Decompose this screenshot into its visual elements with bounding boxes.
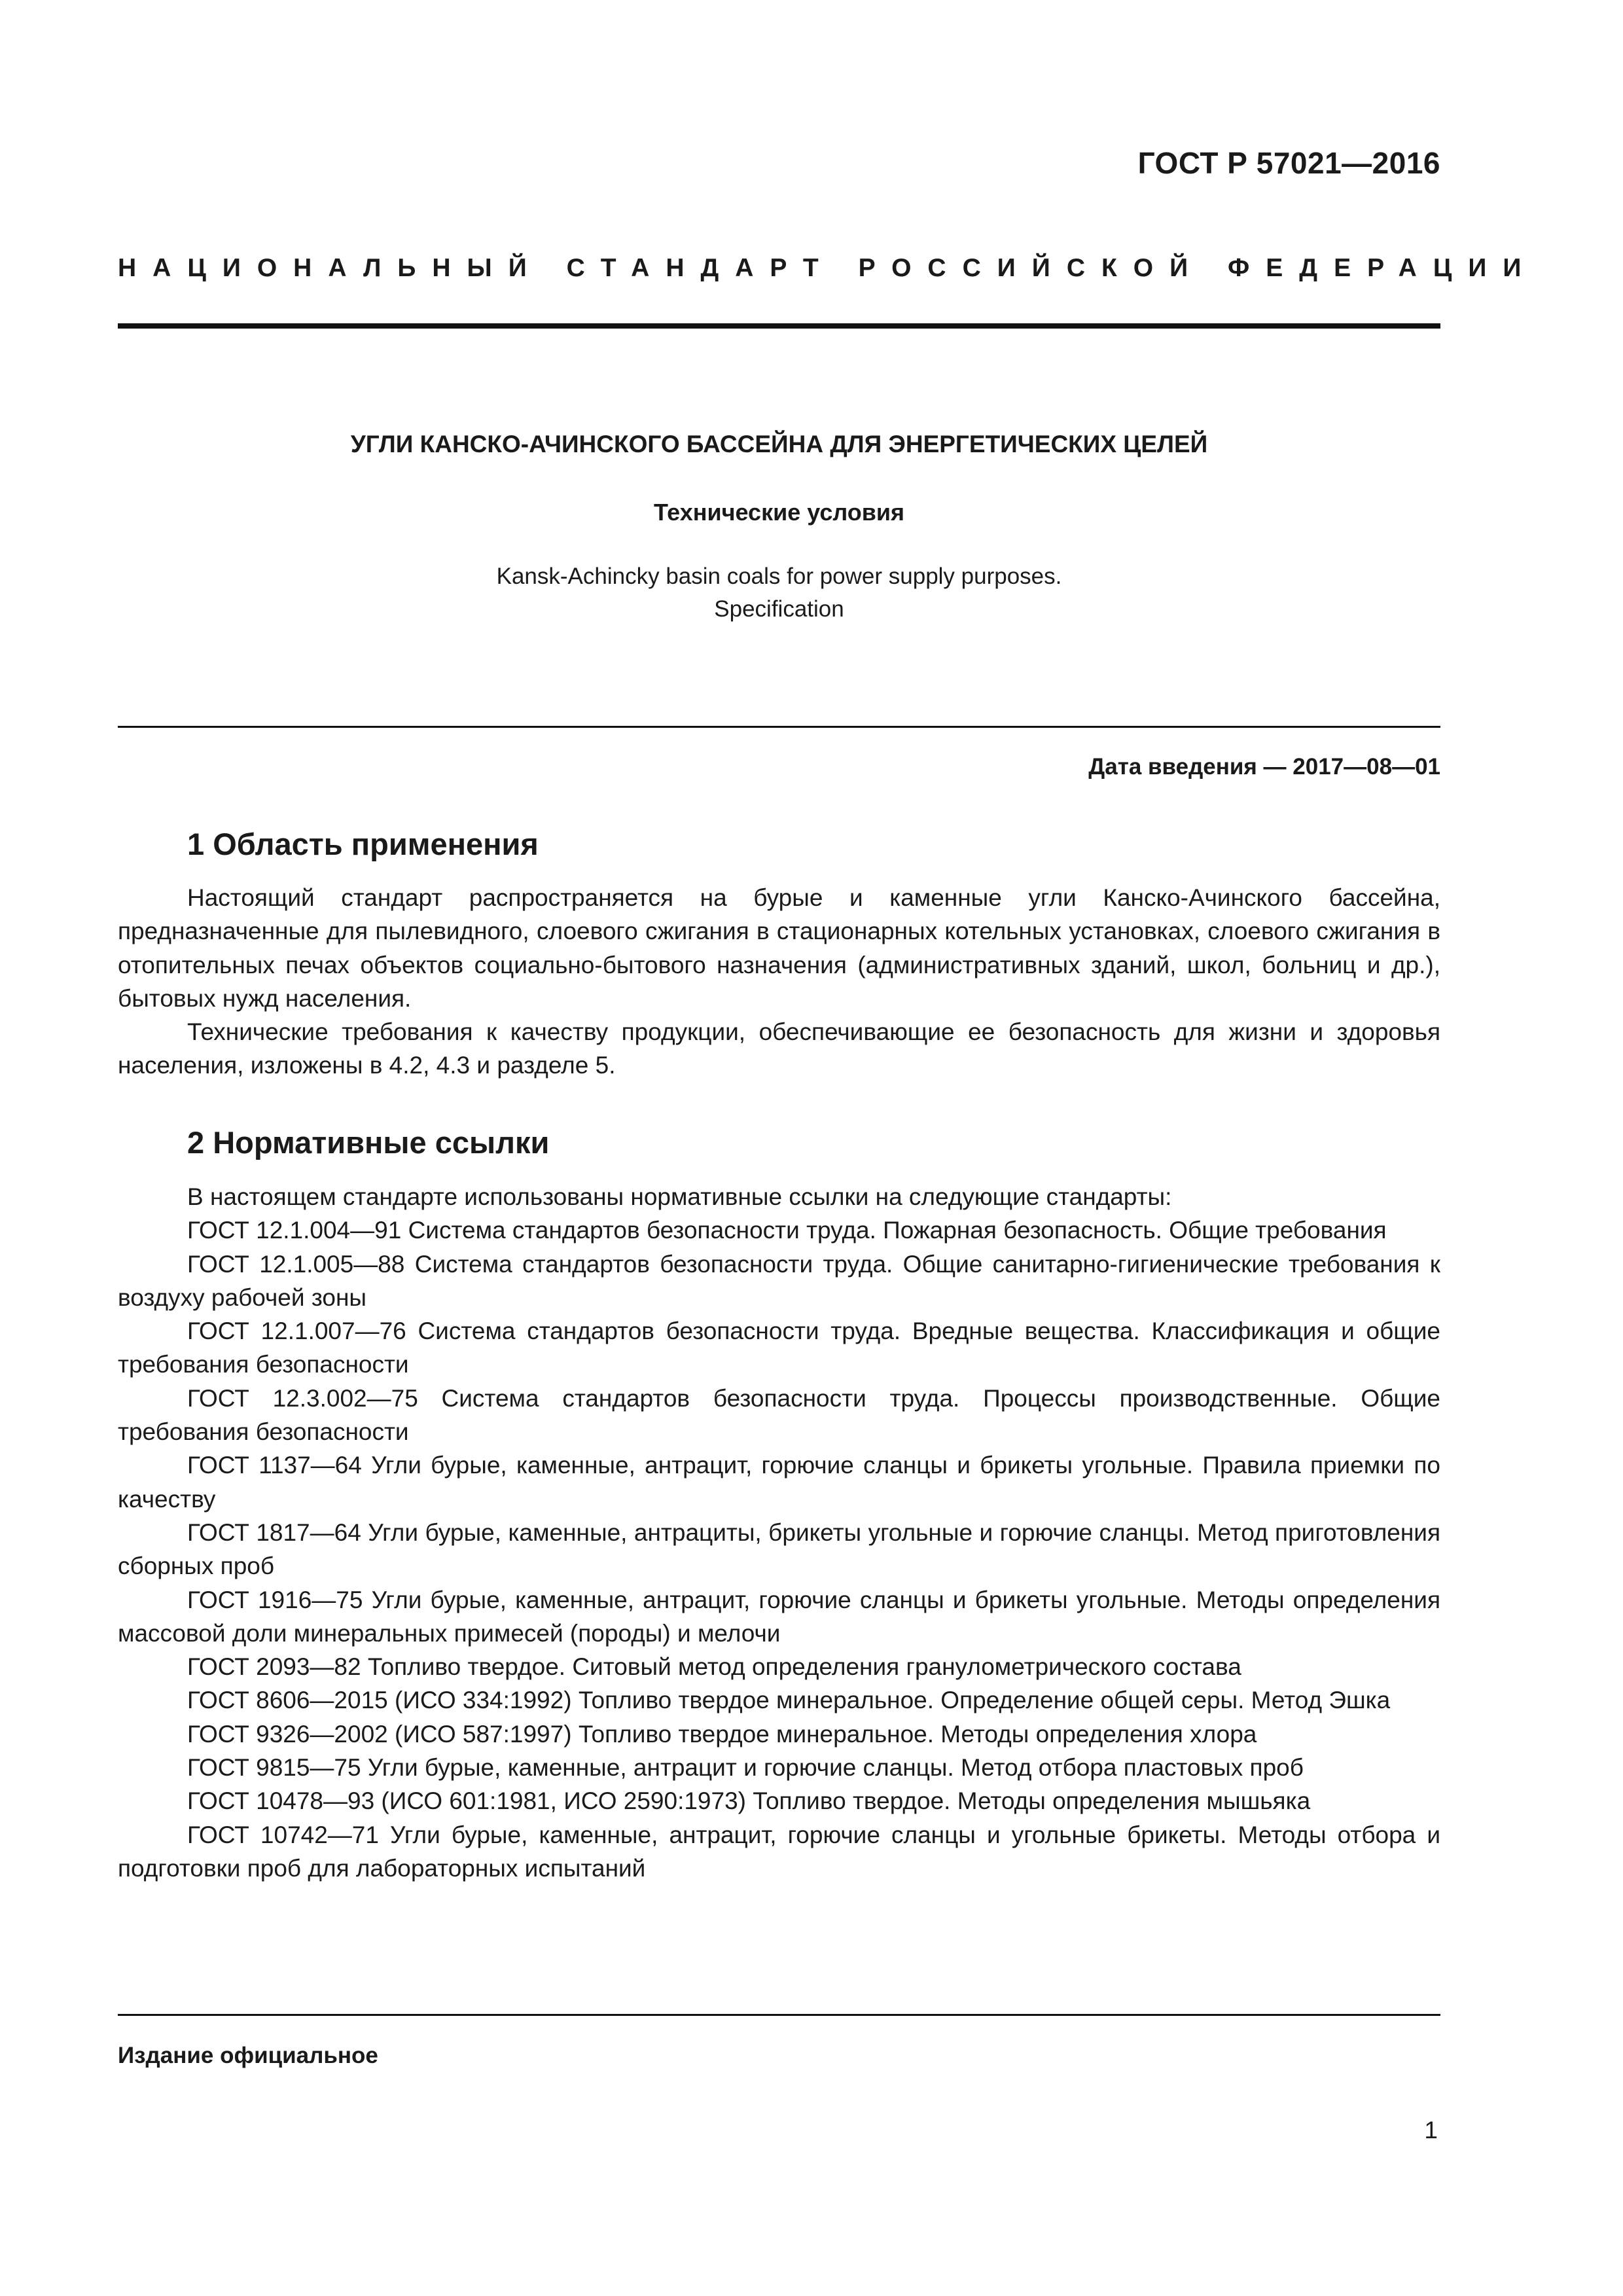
document-title: УГЛИ КАНСКО-АЧИНСКОГО БАССЕЙНА ДЛЯ ЭНЕРГЕТИЧЕСКИХ ЦЕЛЕЙ — [350, 431, 1208, 457]
national-standard-banner: НАЦИОНАЛЬНЫЙ СТАНДАРТ РОССИЙСКОЙ ФЕДЕРАЦИИ — [118, 254, 1538, 282]
references-list — [118, 1180, 1440, 1885]
reference-item: ГОСТ 12.1.007—76 Система стандартов безопасности труда. Вредные вещества. Классификация и общие требования безопасности — [118, 1318, 1440, 1378]
official-edition-label: Издание официальное — [118, 2043, 378, 2068]
section-body — [118, 881, 1440, 1083]
reference-item: ГОСТ 12.1.004—91 Система стандартов безопасности труда. Пожарная безопасность. Общие требования — [187, 1217, 1387, 1244]
english-title — [118, 560, 1440, 626]
reference-item: ГОСТ 1137—64 Угли бурые, каменные, антрацит, горючие сланцы и брикеты угольные. Правила приемки по качеству — [118, 1452, 1440, 1513]
reference-item: ГОСТ 10478—93 (ИСО 601:1981, ИСО 2590:1973) Топливо твердое. Методы определения мышьяка — [187, 1787, 1311, 1815]
reference-item: ГОСТ 12.1.005—88 Система стандартов безопасности труда. Общие санитарно-гигиенические требования к воздуху рабочей зоны — [118, 1250, 1440, 1311]
paragraph: Технические требования к качеству продукции, обеспечивающие ее безопасность для жизни и здоровья населения, изложены в 4.2, 4.3 и разделе 5. — [118, 1018, 1440, 1079]
document-number: ГОСТ Р 57021—2016 — [1137, 146, 1440, 180]
footer-divider — [118, 2014, 1440, 2016]
reference-item: ГОСТ 9326—2002 (ИСО 587:1997) Топливо твердое минеральное. Методы определения хлора — [187, 1720, 1257, 1748]
introduction-date: Дата введения — 2017—08—01 — [1088, 754, 1440, 780]
header-divider — [118, 323, 1440, 329]
paragraph: Настоящий стандарт распространяется на бурые и каменные угли Канско-Ачинского бассейна, предназначенные для пылевидного, слоевого сжигания в стационарных котельных установках, слоевого сжигания в отопительных печах объектов социально-бытового назначения (административных зданий, школ, больниц и др.), бытовых нужд населения. — [118, 884, 1440, 1012]
paragraph: В настоящем стандарте использованы нормативные ссылки на следующие стандарты: — [187, 1183, 1172, 1210]
reference-item: ГОСТ 10742—71 Угли бурые, каменные, антрацит, горючие сланцы и угольные брикеты. Методы отбора и подготовки проб для лабораторных испытаний — [118, 1821, 1440, 1882]
reference-item: ГОСТ 2093—82 Топливо твердое. Ситовый метод определения гранулометрического состава — [187, 1653, 1241, 1681]
reference-item: ГОСТ 8606—2015 (ИСО 334:1992) Топливо твердое минеральное. Определение общей серы. Метод Эшка — [187, 1687, 1391, 1714]
title-divider — [118, 726, 1440, 728]
section-heading: 2 Нормативные ссылки — [187, 1125, 550, 1160]
english-title-line: Specification — [714, 596, 844, 622]
reference-item: ГОСТ 1817—64 Угли бурые, каменные, антрациты, брикеты угольные и горючие сланцы. Метод приготовления сборных проб — [118, 1518, 1440, 1580]
page-number: 1 — [1424, 2117, 1438, 2144]
english-title-line: Kansk-Achincky basin coals for power supply purposes. — [496, 564, 1062, 589]
reference-item: ГОСТ 9815—75 Угли бурые, каменные, антрацит и горючие сланцы. Метод отбора пластовых проб — [187, 1754, 1304, 1782]
section-heading: 1 Область применения — [187, 827, 539, 861]
reference-item: ГОСТ 1916—75 Угли бурые, каменные, антрацит, горючие сланцы и брикеты угольные. Методы определения массовой доли минеральных примесей (породы) и мелочи — [118, 1586, 1440, 1647]
reference-item: ГОСТ 12.3.002—75 Система стандартов безопасности труда. Процессы производственные. Общие требования безопасности — [118, 1384, 1440, 1446]
document-subtitle: Технические условия — [653, 499, 905, 526]
